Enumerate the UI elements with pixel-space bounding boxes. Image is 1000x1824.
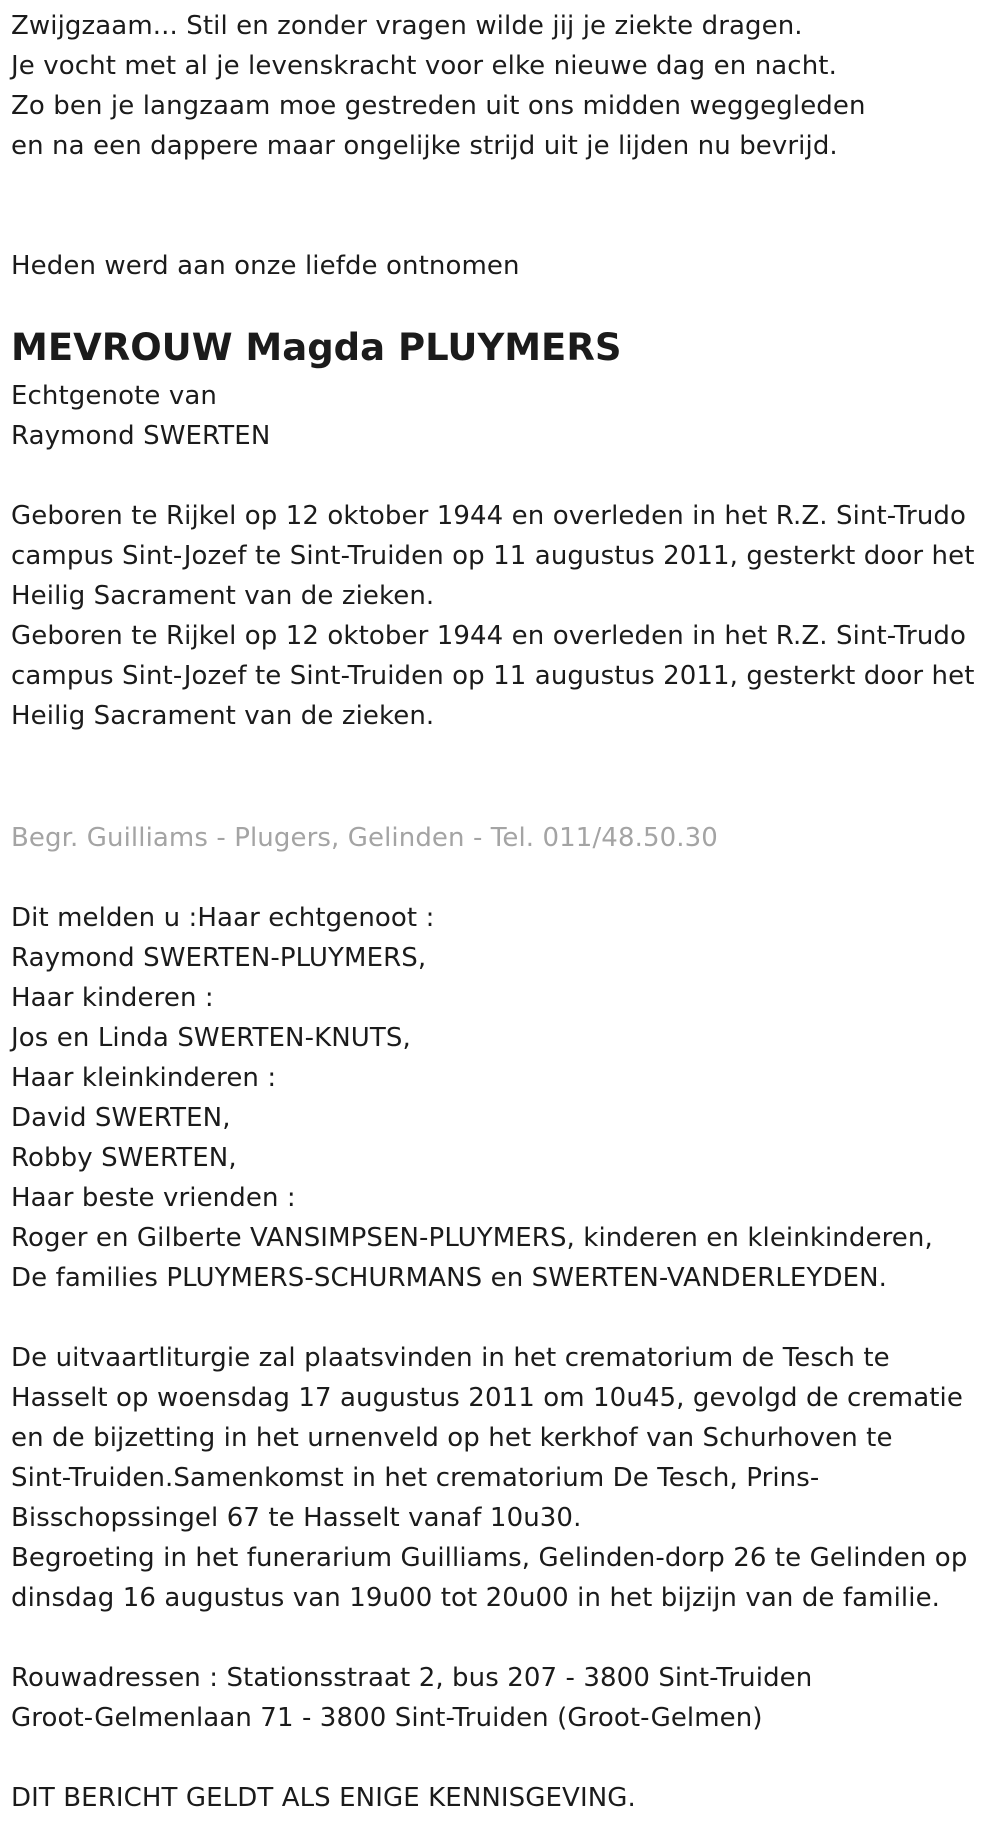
condolence-addresses [11, 1658, 991, 1738]
poem-line: Zo ben je langzaam moe gestreden uit ons midden weggegleden [11, 91, 866, 121]
address-line: Rouwadressen : Stationsstraat 2, bus 207 - 3800 Sint-Truiden [11, 1663, 813, 1693]
relation-line: Echtgenote van [11, 381, 217, 411]
family-line: Roger en Gilberte VANSIMPSEN-PLUYMERS, kinderen en kleinkinderen, [11, 1223, 933, 1253]
family-line: David SWERTEN, [11, 1103, 231, 1133]
funeral-line: Sint-Truiden.Samenkomst in het crematorium De Tesch, Prins- [11, 1463, 820, 1493]
poem-line: Zwijgzaam... Stil en zonder vragen wilde jij je ziekte dragen. [11, 11, 803, 41]
details-line: Geboren te Rijkel op 12 oktober 1944 en overleden in het R.Z. Sint-Trudo [11, 501, 967, 531]
details-line: Heilig Sacrament van de zieken. [11, 581, 435, 611]
intro-text: Heden werd aan onze liefde ontnomen [11, 251, 520, 281]
funeral-line: Bisschopssingel 67 te Hasselt vanaf 10u30. [11, 1503, 582, 1533]
address-line: Groot-Gelmenlaan 71 - 3800 Sint-Truiden (Groot-Gelmen) [11, 1703, 763, 1733]
undertaker-info: Begr. Guilliams - Plugers, Gelinden - Tel. 011/48.50.30 [11, 823, 718, 853]
funeral-line: Hasselt op woensdag 17 augustus 2011 om 10u45, gevolgd de crematie [11, 1383, 963, 1413]
funeral-line: Begroeting in het funerarium Guilliams, Gelinden-dorp 26 te Gelinden op [11, 1543, 968, 1573]
family-line: Robby SWERTEN, [11, 1143, 237, 1173]
family-line: De families PLUYMERS-SCHURMANS en SWERTEN-VANDERLEYDEN. [11, 1263, 888, 1293]
details-line: campus Sint-Jozef te Sint-Truiden op 11 augustus 2011, gesterkt door het [11, 541, 975, 571]
relation [11, 376, 991, 456]
funeral-details [11, 1338, 991, 1618]
poem [11, 6, 991, 166]
deceased-name: MEVROUW Magda PLUYMERS [11, 326, 622, 369]
family-line: Haar beste vrienden : [11, 1183, 296, 1213]
funeral-line: dinsdag 16 augustus van 19u00 tot 20u00 in het bijzijn van de familie. [11, 1583, 941, 1613]
birth-death-details [11, 496, 991, 736]
relation-line: Raymond SWERTEN [11, 421, 271, 451]
poem-line: en na een dappere maar ongelijke strijd uit je lijden nu bevrijd. [11, 131, 838, 161]
family-line: Haar kinderen : [11, 983, 214, 1013]
details-line: campus Sint-Jozef te Sint-Truiden op 11 augustus 2011, gesterkt door het [11, 661, 975, 691]
family-line: Dit melden u :Haar echtgenoot : [11, 903, 435, 933]
funeral-line: De uitvaartliturgie zal plaatsvinden in het crematorium de Tesch te [11, 1343, 890, 1373]
details-line: Heilig Sacrament van de zieken. [11, 701, 435, 731]
closing-notice: DIT BERICHT GELDT ALS ENIGE KENNISGEVING. [11, 1783, 636, 1813]
family-line: Haar kleinkinderen : [11, 1063, 277, 1093]
funeral-line: en de bijzetting in het urnenveld op het kerkhof van Schurhoven te [11, 1423, 893, 1453]
family-line: Raymond SWERTEN-PLUYMERS, [11, 943, 427, 973]
family-announcement [11, 898, 991, 1298]
details-line: Geboren te Rijkel op 12 oktober 1944 en overleden in het R.Z. Sint-Trudo [11, 621, 967, 651]
poem-line: Je vocht met al je levenskracht voor elke nieuwe dag en nacht. [11, 51, 837, 81]
family-line: Jos en Linda SWERTEN-KNUTS, [11, 1023, 411, 1053]
